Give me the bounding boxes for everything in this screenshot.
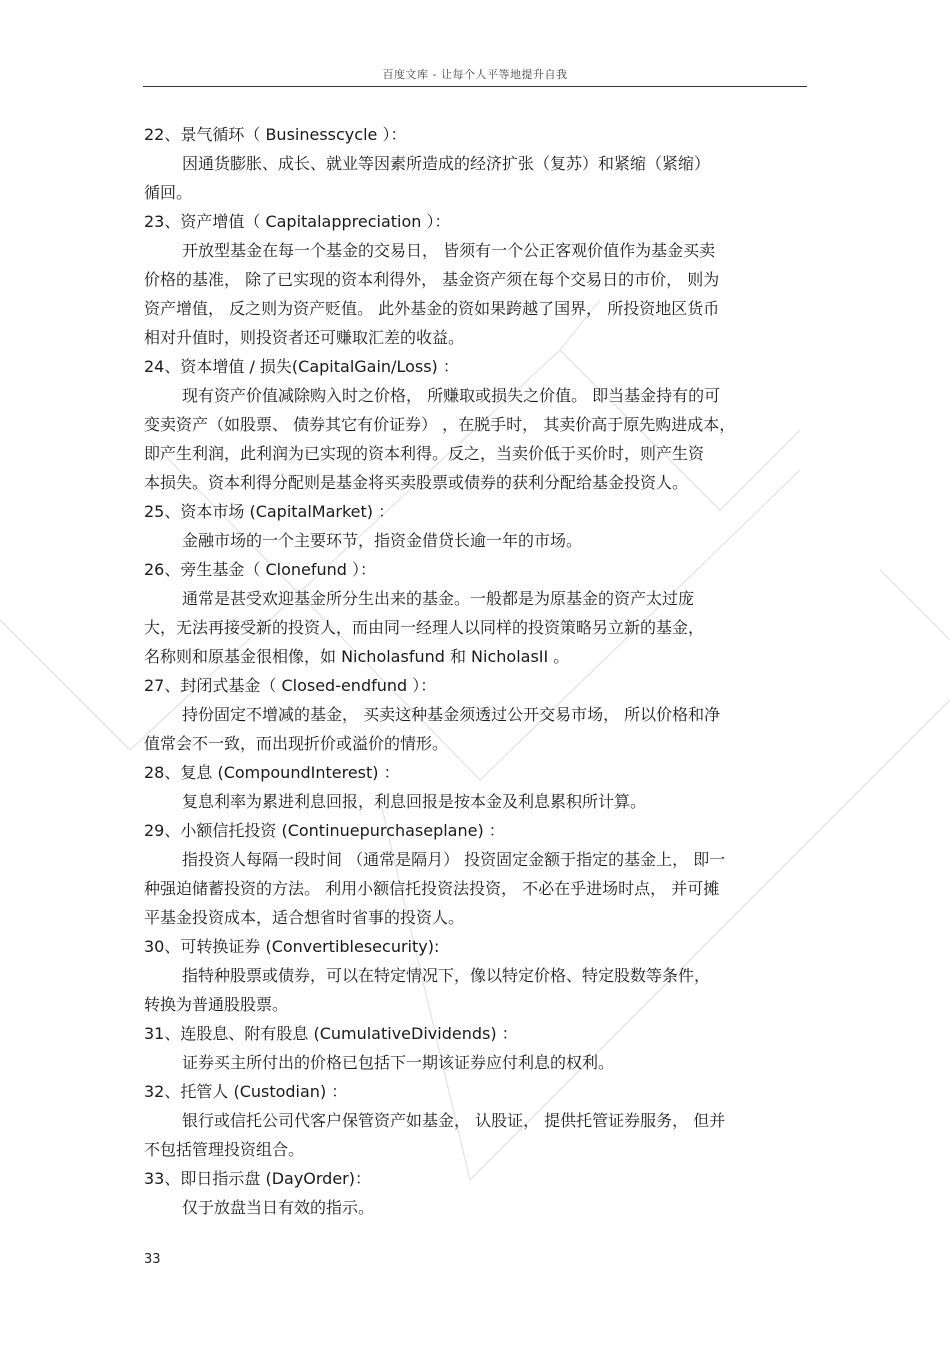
body-line: 不包括管理投资组合。 <box>144 1140 305 1159</box>
entry-body <box>144 584 806 671</box>
body-line: 转换为普通股股票。 <box>144 995 289 1014</box>
entry-body <box>144 1193 806 1222</box>
entry-heading: 27、封闭式基金（ Closed-endfund ）： <box>144 676 437 695</box>
body-line: 名称则和原基金很相像，如 Nicholasfund 和 NicholasII 。 <box>144 647 570 666</box>
entry-body <box>144 526 806 555</box>
body-line: 指投资人每隔一段时间 （通常是隔月） 投资固定金额于指定的基金上， 即一 <box>182 850 726 869</box>
entry-body <box>144 845 806 932</box>
page-number: 33 <box>144 1252 161 1267</box>
page-header: 百度文库 - 让每个人平等地提升自我 <box>382 68 568 81</box>
body-line: 资产增值， 反之则为资产贬值。 此外基金的资如果跨越了国界， 所投资地区货币 <box>144 299 720 318</box>
body-line: 本损失。资本利得分配则是基金将买卖股票或债券的获利分配给基金投资人。 <box>144 473 689 492</box>
entry-heading: 22、景气循环（ Businesscycle ）： <box>144 125 407 144</box>
body-line: 相对升值时，则投资者还可赚取汇差的收益。 <box>144 328 465 347</box>
entry-heading: 30、可转换证券 (Convertiblesecurity): <box>144 937 440 956</box>
entry-body <box>144 700 806 758</box>
entry-body <box>144 961 806 1019</box>
header-divider <box>143 86 807 87</box>
body-line: 金融市场的一个主要环节，指资金借贷长逾一年的市场。 <box>182 531 583 550</box>
body-line: 开放型基金在每一个基金的交易日， 皆须有一个公正客观价值作为基金买卖 <box>182 241 716 260</box>
body-line: 银行或信托公司代客户保管资产如基金， 认股证， 提供托管证券服务， 但并 <box>182 1111 726 1130</box>
entry-heading: 31、连股息、附有股息 (CumulativeDividends) ： <box>144 1024 518 1043</box>
document-body <box>144 120 806 1222</box>
body-line: 变卖资产（如股票、 债券其它有价证券） ，在脱手时， 其卖价高于原先购进成本， <box>144 415 736 434</box>
body-line: 通常是甚受欢迎基金所分生出来的基金。一般都是为原基金的资产太过庞 <box>182 589 695 608</box>
body-line: 值常会不一致，而出现折价或溢价的情形。 <box>144 734 449 753</box>
entry-heading: 29、小额信托投资 (Continuepurchaseplane) ： <box>144 821 505 840</box>
body-line: 复息利率为累进利息回报，利息回报是按本金及利息累积所计算。 <box>182 792 647 811</box>
entry-body <box>144 1048 806 1077</box>
body-line: 即产生利润，此利润为已实现的资本利得。反之，当卖价低于买价时，则产生资 <box>144 444 705 463</box>
body-line: 指特种股票或债券，可以在特定情况下，像以特定价格、特定股数等条件， <box>182 966 711 985</box>
entry-heading: 28、复息 (CompoundInterest) ： <box>144 763 400 782</box>
entry-heading: 25、资本市场 (CapitalMarket) ： <box>144 502 395 521</box>
watermark-line <box>0 620 130 750</box>
entry-heading: 24、资本增值 / 损失(CapitalGain/Loss) ： <box>144 357 459 376</box>
body-line: 因通货膨胀、成长、就业等因素所造成的经济扩张（复苏）和紧缩（紧缩） <box>182 154 711 173</box>
entry-heading: 26、旁生基金（ Clonefund ）： <box>144 560 376 579</box>
entry-body <box>144 381 806 497</box>
body-line: 平基金投资成本，适合想省时省事的投资人。 <box>144 908 465 927</box>
body-line: 现有资产价值减除购入时之价格， 所赚取或损失之价值。 即当基金持有的可 <box>182 386 721 405</box>
body-line: 价格的基准， 除了已实现的资本利得外， 基金资产须在每个交易日的市价， 则为 <box>144 270 720 289</box>
body-line: 持份固定不增减的基金， 买卖这种基金须透过公开交易市场， 所以价格和净 <box>182 705 721 724</box>
watermark-line <box>880 570 950 640</box>
body-line: 大，无法再接受新的投资人，而由同一经理人以同样的投资策略另立新的基金， <box>144 618 705 637</box>
body-line: 证券买主所付出的价格已包括下一期该证券应付利息的权利。 <box>182 1053 615 1072</box>
body-line: 循回。 <box>144 183 193 202</box>
entry-body <box>144 236 806 352</box>
entry-body <box>144 1106 806 1164</box>
entry-body <box>144 149 806 207</box>
entry-heading: 33、即日指示盘 (DayOrder)： <box>144 1169 371 1188</box>
entry-body <box>144 787 806 816</box>
body-line: 仅于放盘当日有效的指示。 <box>182 1198 375 1217</box>
entry-heading: 23、资产增值（ Capitalappreciation ）： <box>144 212 451 231</box>
entry-heading: 32、托管人 (Custodian) ： <box>144 1082 348 1101</box>
body-line: 种强迫储蓄投资的方法。 利用小额信托投资法投资， 不必在乎进场时点， 并可摊 <box>144 879 720 898</box>
